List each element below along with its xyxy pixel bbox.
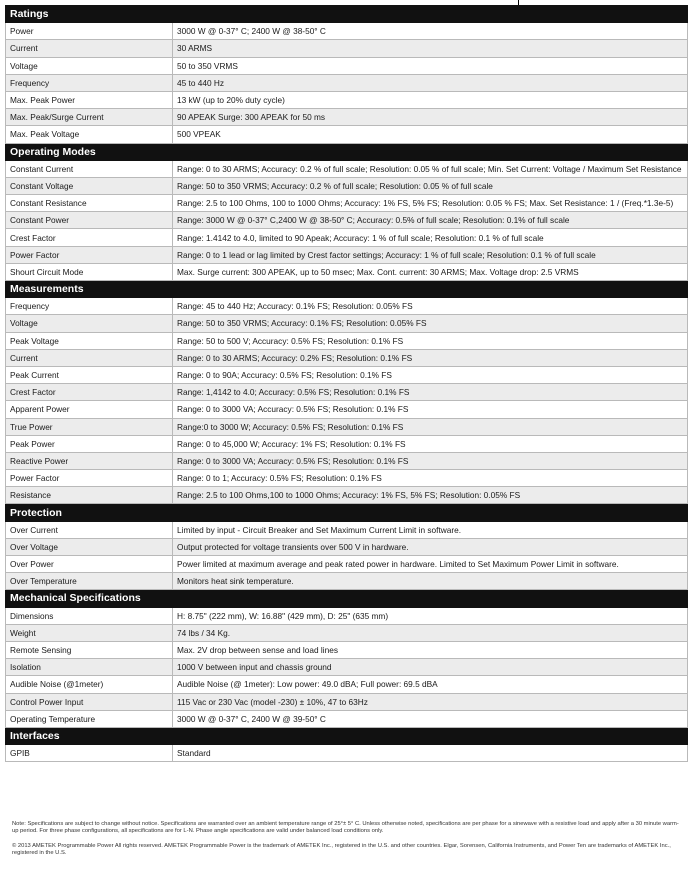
- spec-value: Max. Surge current: 300 APEAK, up to 50 msec; Max. Cont. current: 30 ARMS; Max. Voltage drop: 2.5 VRMS: [173, 263, 688, 280]
- spec-name: Constant Power: [6, 212, 173, 229]
- table-row: [6, 177, 688, 194]
- spec-value: Range: 3000 W @ 0-37° C,2400 W @ 38-50° C; Accuracy: 0.5% of full scale; Resolution: 0.1% of full scale: [173, 212, 688, 229]
- spec-value: Range: 2.5 to 100 Ohms, 100 to 1000 Ohms; Accuracy: 1% FS, 5% FS; Resolution: 0.05 % FS; Max. Set Resistance: 1 / (Freq.*1.3e-5): [173, 195, 688, 212]
- spec-name: Apparent Power: [6, 401, 173, 418]
- spec-value: Range:0 to 3000 W; Accuracy: 0.5% FS; Resolution: 0.1% FS: [173, 418, 688, 435]
- spec-name: Weight: [6, 624, 173, 641]
- spec-value: 115 Vac or 230 Vac (model -230) ± 10%, 47 to 63Hz: [173, 693, 688, 710]
- spec-name: Power Factor: [6, 246, 173, 263]
- table-row: [6, 126, 688, 143]
- spec-value: Range: 0 to 45,000 W; Accuracy: 1% FS; Resolution: 0.1% FS: [173, 435, 688, 452]
- spec-value: Range: 50 to 350 VRMS; Accuracy: 0.2 % of full scale; Resolution: 0.05 % of full scale: [173, 177, 688, 194]
- table-row: [6, 40, 688, 57]
- section-title: Measurements: [6, 281, 688, 298]
- spec-value: 45 to 440 Hz: [173, 74, 688, 91]
- spec-value: Max. 2V drop between sense and load lines: [173, 641, 688, 658]
- table-row: [6, 229, 688, 246]
- spec-name: GPIB: [6, 745, 173, 762]
- spec-name: Over Current: [6, 521, 173, 538]
- spec-value: 3000 W @ 0-37° C; 2400 W @ 38-50° C: [173, 23, 688, 40]
- table-row: [6, 745, 688, 762]
- spec-name: Frequency: [6, 74, 173, 91]
- spec-value: Range: 0 to 3000 VA; Accuracy: 0.5% FS; Resolution: 0.1% FS: [173, 401, 688, 418]
- spec-table: [5, 5, 688, 762]
- spec-value: Output protected for voltage transients over 500 V in hardware.: [173, 538, 688, 555]
- spec-name: True Power: [6, 418, 173, 435]
- table-row: [6, 710, 688, 727]
- spec-name: Max. Peak Power: [6, 91, 173, 108]
- table-row: [6, 401, 688, 418]
- spec-table-body: [6, 6, 688, 762]
- spec-name: Power Factor: [6, 470, 173, 487]
- footnotes: [12, 821, 680, 865]
- spec-value: 50 to 350 VRMS: [173, 57, 688, 74]
- spec-name: Frequency: [6, 298, 173, 315]
- section-title: Mechanical Specifications: [6, 590, 688, 607]
- section-header-row: [6, 590, 688, 607]
- table-row: [6, 109, 688, 126]
- spec-name: Constant Voltage: [6, 177, 173, 194]
- spec-value: Range: 50 to 350 VRMS; Accuracy: 0.1% FS; Resolution: 0.05% FS: [173, 315, 688, 332]
- table-row: [6, 418, 688, 435]
- spec-name: Over Voltage: [6, 538, 173, 555]
- spec-name: Over Temperature: [6, 573, 173, 590]
- spec-value: 500 VPEAK: [173, 126, 688, 143]
- spec-value: Range: 0 to 1; Accuracy: 0.5% FS; Resolution: 0.1% FS: [173, 470, 688, 487]
- spec-name: Audible Noise (@1meter): [6, 676, 173, 693]
- spec-name: Dimensions: [6, 607, 173, 624]
- spec-value: 30 ARMS: [173, 40, 688, 57]
- spec-value: Monitors heat sink temperature.: [173, 573, 688, 590]
- spec-value: 90 APEAK Surge: 300 APEAK for 50 ms: [173, 109, 688, 126]
- spec-name: Voltage: [6, 57, 173, 74]
- spec-value: 74 lbs / 34 Kg.: [173, 624, 688, 641]
- table-row: [6, 332, 688, 349]
- spec-value: 3000 W @ 0-37° C, 2400 W @ 39-50° C: [173, 710, 688, 727]
- table-row: [6, 366, 688, 383]
- spec-value: Range: 1,4142 to 4.0; Accuracy: 0.5% FS; Resolution: 0.1% FS: [173, 384, 688, 401]
- table-row: [6, 435, 688, 452]
- section-title: Interfaces: [6, 727, 688, 744]
- section-header-row: [6, 504, 688, 521]
- spec-name: Shourt Circuit Mode: [6, 263, 173, 280]
- section-header-row: [6, 6, 688, 23]
- spec-value: Limited by input - Circuit Breaker and Set Maximum Current Limit in software.: [173, 521, 688, 538]
- section-title: Protection: [6, 504, 688, 521]
- spec-name: Over Power: [6, 556, 173, 573]
- table-row: [6, 384, 688, 401]
- table-row: [6, 315, 688, 332]
- spec-name: Current: [6, 349, 173, 366]
- table-row: [6, 91, 688, 108]
- copyright-notice: © 2013 AMETEK Programmable Power All rights reserved. AMETEK Programmable Power is the trademark of AMETEK Inc., registered in the U.S. and other countries. Elgar, Sorensen, California Instruments, and Power Ten are trademarks of AMETEK Inc., registered in the U.S.: [12, 842, 671, 857]
- table-row: [6, 74, 688, 91]
- spec-name: Crest Factor: [6, 384, 173, 401]
- table-row: [6, 676, 688, 693]
- table-row: [6, 263, 688, 280]
- table-row: [6, 349, 688, 366]
- spec-value: Range: 0 to 1 lead or lag limited by Crest factor settings; Accuracy: 1 % of full scale; Resolution: 0.1 % of full scale: [173, 246, 688, 263]
- section-header-row: [6, 281, 688, 298]
- spec-name: Constant Current: [6, 160, 173, 177]
- table-row: [6, 160, 688, 177]
- section-title: Operating Modes: [6, 143, 688, 160]
- spec-value: H: 8.75" (222 mm), W: 16.88" (429 mm), D: 25" (635 mm): [173, 607, 688, 624]
- specification-note: Note: Specifications are subject to change without notice. Specifications are warranted over an ambient temperature range of 25°± 5° C. Unless otherwise noted, specifications are per phase for a sinewave with a resistive load and apply after a 30 minute warm-up period. For three phase configurations, all specifications are for L-N. Phase angle specifications are valid under balanced load conditions only.: [12, 821, 679, 835]
- table-row: [6, 57, 688, 74]
- spec-name: Constant Resistance: [6, 195, 173, 212]
- table-row: [6, 556, 688, 573]
- spec-name: Peak Current: [6, 366, 173, 383]
- spec-value: Range: 2.5 to 100 Ohms,100 to 1000 Ohms; Accuracy: 1% FS, 5% FS; Resolution: 0.05% FS: [173, 487, 688, 504]
- table-row: [6, 659, 688, 676]
- spec-name: Control Power Input: [6, 693, 173, 710]
- spec-name: Operating Temperature: [6, 710, 173, 727]
- table-row: [6, 521, 688, 538]
- spec-name: Max. Peak Voltage: [6, 126, 173, 143]
- spec-value: Range: 0 to 3000 VA; Accuracy: 0.5% FS; Resolution: 0.1% FS: [173, 452, 688, 469]
- spec-name: Power: [6, 23, 173, 40]
- table-row: [6, 452, 688, 469]
- spec-value: Range: 1.4142 to 4.0, limited to 90 Apeak; Accuracy: 1 % of full scale; Resolution: 0.1 % of full scale: [173, 229, 688, 246]
- spec-name: Crest Factor: [6, 229, 173, 246]
- table-row: [6, 693, 688, 710]
- spec-value: Audible Noise (@ 1meter): Low power: 49.0 dBA; Full power: 69.5 dBA: [173, 676, 688, 693]
- spec-value: Power limited at maximum average and peak rated power in hardware. Limited to Set Maximum Power Limit in software.: [173, 556, 688, 573]
- table-row: [6, 298, 688, 315]
- spec-value: Standard: [173, 745, 688, 762]
- spec-name: Resistance: [6, 487, 173, 504]
- spec-name: Peak Voltage: [6, 332, 173, 349]
- table-row: [6, 624, 688, 641]
- table-row: [6, 246, 688, 263]
- spec-value: 13 kW (up to 20% duty cycle): [173, 91, 688, 108]
- table-row: [6, 212, 688, 229]
- spec-value: Range: 45 to 440 Hz; Accuracy: 0.1% FS; Resolution: 0.05% FS: [173, 298, 688, 315]
- table-row: [6, 23, 688, 40]
- spec-value: 1000 V between input and chassis ground: [173, 659, 688, 676]
- spec-name: Current: [6, 40, 173, 57]
- table-row: [6, 487, 688, 504]
- section-header-row: [6, 727, 688, 744]
- spec-name: Voltage: [6, 315, 173, 332]
- spec-name: Max. Peak/Surge Current: [6, 109, 173, 126]
- table-row: [6, 641, 688, 658]
- spec-value: Range: 0 to 30 ARMS; Accuracy: 0.2 % of full scale; Resolution: 0.05 % of full scale; Min. Set Current: Voltage / Maximum Set Resistance: [173, 160, 688, 177]
- table-row: [6, 195, 688, 212]
- table-row: [6, 538, 688, 555]
- spec-name: Remote Sensing: [6, 641, 173, 658]
- spec-value: Range: 0 to 90A; Accuracy: 0.5% FS; Resolution: 0.1% FS: [173, 366, 688, 383]
- spec-name: Isolation: [6, 659, 173, 676]
- table-row: [6, 607, 688, 624]
- spec-value: Range: 0 to 30 ARMS; Accuracy: 0.2% FS; Resolution: 0.1% FS: [173, 349, 688, 366]
- section-title: Ratings: [6, 6, 688, 23]
- table-row: [6, 470, 688, 487]
- section-header-row: [6, 143, 688, 160]
- spec-value: Range: 50 to 500 V; Accuracy: 0.5% FS; Resolution: 0.1% FS: [173, 332, 688, 349]
- spec-name: Peak Power: [6, 435, 173, 452]
- spec-name: Reactive Power: [6, 452, 173, 469]
- table-row: [6, 573, 688, 590]
